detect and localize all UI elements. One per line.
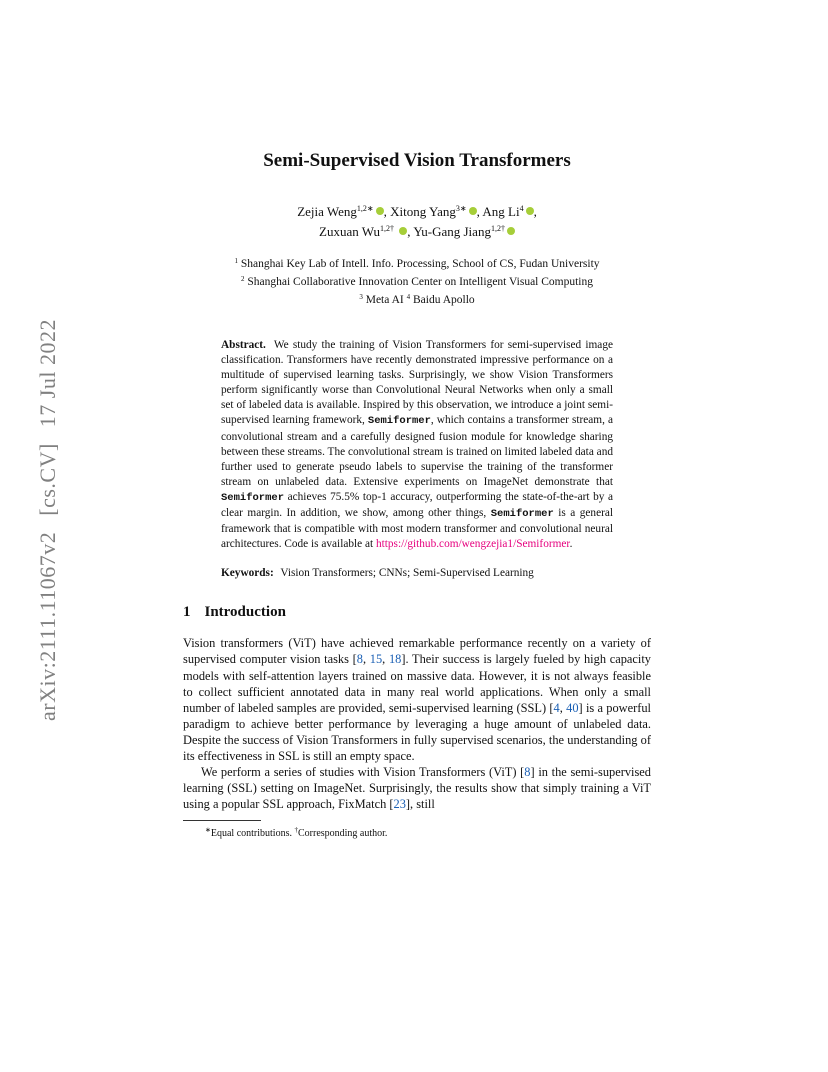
footnote-text: Equal contributions.	[210, 828, 292, 840]
arxiv-date: 17 Jul 2022	[35, 319, 60, 428]
author-sup: 1,2∗	[356, 204, 374, 213]
author-sup: 1,2†	[490, 224, 505, 233]
keywords	[221, 567, 613, 579]
body-text: We perform a series of studies with Vision Transformers (ViT) [	[201, 765, 525, 780]
body-text: ,	[362, 652, 370, 667]
affil-sup: 2	[240, 275, 245, 283]
footnote-text: Corresponding author.	[297, 828, 388, 840]
author-name: Xitong Yang	[390, 204, 456, 219]
author-name: Yu-Gang Jiang	[413, 224, 491, 239]
affiliation-2	[183, 272, 651, 290]
abstract-text: .	[569, 538, 573, 551]
affiliation-list	[183, 254, 651, 308]
section-title: Introduction	[204, 604, 286, 621]
arxiv-id: arXiv:2111.11067v2	[35, 531, 60, 721]
affil-text: Shanghai Key Lab of Intell. Info. Processing, School of CS, Fudan University	[240, 258, 600, 270]
footnote-sup: ∗	[205, 826, 211, 835]
abstract-text: is a general framework that is compatible with most modern transformer and convolutional neural architectures. Code is available at	[221, 507, 614, 551]
arxiv-category: [cs.CV]	[35, 443, 60, 516]
author-sup: 3∗	[455, 204, 467, 213]
citation-link[interactable]: 18	[388, 652, 402, 667]
author-name: Ang Li	[482, 204, 520, 219]
section-heading	[183, 604, 651, 621]
method-name: Semiformer	[221, 491, 285, 504]
body-text: ] is a powerful paradigm to achieve better performance by leveraging a huge amount of unlabeled data. Despite the success of Vision Transformers in fully supervised scenarios, the understanding of its effectiveness in SSL is still an empty space.	[183, 700, 652, 763]
footnote-divider	[183, 820, 261, 821]
orcid-icon[interactable]	[507, 227, 515, 235]
body-text: ] in the semi-supervised learning (SSL) setting on ImageNet. Surprisingly, the results show that simply training a ViT using a popular SSL approach, FixMatch [	[183, 765, 652, 812]
orcid-icon[interactable]	[469, 207, 477, 215]
footnote	[183, 826, 651, 839]
method-name: Semiformer	[367, 415, 431, 428]
abstract-text: achieves 75.5% top-1 accuracy, outperforming the state-of-the-art by a clear margin. In addition, we show, among other things,	[221, 490, 614, 520]
affiliation-3	[183, 290, 651, 308]
affil-sup: 3	[359, 293, 363, 301]
section-number: 1	[183, 604, 191, 621]
orcid-icon[interactable]	[399, 227, 407, 235]
paper-title: Semi-Supervised Vision Transformers	[263, 150, 571, 171]
author-sup: 1,2†	[380, 224, 395, 233]
body-text: ], still	[405, 797, 435, 812]
affiliation-1	[183, 254, 651, 272]
abstract-text: We study the training of Vision Transformers for semi-supervised image classification. Transformers have recently demonstrated impressive performance on a multitude of supervised learning tasks. Surprisingly, we show Vision Transformers perform significantly worse than Convolutional Neural Networks when only a small set of labeled data is available. Inspired by this observation, we introduce a joint semi-supervised learning framework,	[221, 339, 613, 427]
affil-sup: 4	[406, 293, 411, 301]
orcid-icon[interactable]	[376, 207, 384, 215]
affil-text: Baidu Apollo	[412, 294, 475, 306]
author-sup: 4	[519, 204, 524, 213]
body-text: Vision transformers (ViT) have achieved remarkable performance recently on a variety of supervised computer vision tasks [	[183, 636, 651, 667]
intro-paragraph-1	[183, 635, 651, 764]
body-text: ,	[382, 652, 389, 667]
intro-paragraph-2	[183, 764, 651, 812]
body-text: ]. Their success is largely fueled by high capacity models with self-attention layers trained on massive data. However, it is not always feasible to collect sufficient annotated data in many real world applications. When only a small number of labeled samples are provided, semi-supervised learning (SSL) [	[183, 652, 651, 715]
body-text: ,	[559, 700, 567, 715]
affil-sup: 1	[234, 257, 238, 265]
affil-text: Meta AI	[365, 294, 404, 306]
orcid-icon[interactable]	[526, 207, 534, 215]
footnote-sup: †	[294, 826, 298, 835]
keywords-text: Vision Transformers; CNNs; Semi-Supervised Learning	[280, 567, 534, 580]
keywords-label: Keywords:	[221, 567, 274, 580]
code-link[interactable]: https://github.com/wengzejia1/Semiformer	[375, 538, 570, 551]
abstract	[221, 338, 613, 552]
citation-link[interactable]: 40	[566, 700, 579, 715]
arxiv-side-stamp	[35, 319, 61, 721]
citation-link[interactable]: 4	[553, 700, 560, 715]
abstract-label: Abstract.	[221, 339, 266, 351]
author-list: Zejia Weng$^{1,2∗}$ , Xitong Yang$^{3∗}$ , Ang Li$^4$ , Zuxuan $Wu^{1,2\dagger}$ , Yu-Gang Jiang$^{1,2\dagger}$	[297, 204, 537, 239]
citation-link[interactable]: 8	[356, 652, 363, 667]
affil-text: Shanghai Collaborative Innovation Center on Intelligent Visual Computing	[247, 276, 593, 288]
citation-link[interactable]: 15	[369, 652, 383, 667]
paper-page	[183, 150, 651, 839]
method-name: Semiformer	[490, 508, 554, 521]
abstract-text: , which contains a transformer stream, a convolutional stream and a carefully designed fusion module for knowledge sharing between these streams. The convolutional stream is trained on limited labeled data and further used to generate pseudo labels to supervise the training of the transformer stream on unlabeled data. Extensive experiments on ImageNet demonstrate that	[221, 414, 613, 488]
author-name: Zuxuan Wu	[319, 224, 381, 239]
citation-link[interactable]: 8	[524, 765, 531, 780]
citation-link[interactable]: 23	[393, 797, 406, 812]
author-name: Zejia Weng	[297, 204, 357, 219]
